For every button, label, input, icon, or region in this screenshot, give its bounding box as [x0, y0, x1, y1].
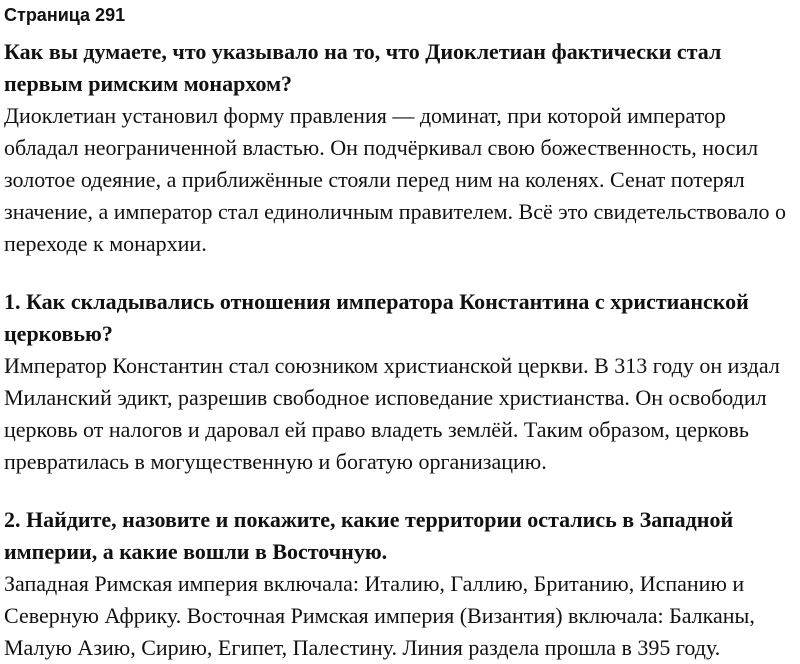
question-heading: Как вы думаете, что указывало на то, что Диоклетиан фактически стал первым римским монархом? — [4, 39, 722, 96]
answer-paragraph: Западная Римская империя включала: Италию, Галлию, Британию, Испанию и Северную Африку. Восточная Римская империя (Византия) включала: Балканы, Малую Азию, Сирию, Египет, Палестину. Линия раздела прошла в 395 году. — [4, 571, 755, 660]
document-body — [4, 36, 796, 664]
answer-paragraph: Диоклетиан установил форму правления — доминат, при которой император обладал неограниченной властью. Он подчёркивал свою божественность, носил золотое одеяние, а приближённые стояли перед ним на коленях. Сенат потерял значение, а император стал единоличным правителем. Всё это свидетельствовало о переходе к монархии. — [4, 103, 786, 256]
qa-block-diocletian — [4, 36, 796, 260]
page-number-label: Страница 291 — [4, 5, 126, 25]
qa-block-territories — [4, 504, 796, 664]
question-heading: 1. Как складывались отношения императора Константина с христианской церковью? — [4, 289, 749, 346]
answer-paragraph: Император Константин стал союзником христианской церкви. В 313 году он издал Миланский эдикт, разрешив свободное исповедание христианства. Он освободил церковь от налогов и даровал ей право владеть землёй. Таким образом, церковь превратилась в могущественную и богатую организацию. — [4, 353, 780, 474]
question-heading: 2. Найдите, назовите и покажите, какие территории остались в Западной империи, а какие вошли в Восточную. — [4, 507, 734, 564]
qa-block-constantine — [4, 286, 796, 478]
